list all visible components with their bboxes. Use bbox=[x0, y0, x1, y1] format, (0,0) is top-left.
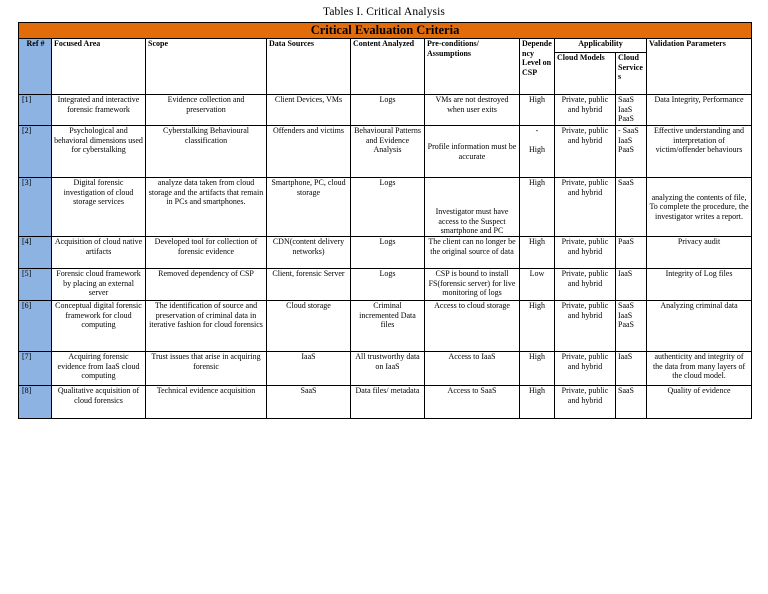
table-row bbox=[19, 178, 752, 237]
validation-cell: Privacy audit bbox=[647, 237, 752, 269]
scope-cell: Trust issues that arise in acquiring forensic bbox=[146, 352, 267, 386]
content-cell: All trustworthy data on IaaS bbox=[351, 352, 425, 386]
table-title-row bbox=[19, 23, 752, 39]
data-sources-cell: CDN(content delivery networks) bbox=[267, 237, 351, 269]
scope-cell: Cyberstalking Behavioural classification bbox=[146, 126, 267, 178]
data-sources-cell: Offenders and victims bbox=[267, 126, 351, 178]
validation-cell: Analyzing criminal data bbox=[647, 301, 752, 352]
cloud-models-cell: Private, public and hybrid bbox=[555, 269, 616, 301]
dependency-value: High bbox=[529, 144, 545, 154]
scope-cell: analyze data taken from cloud storage and the artifacts that remain in PCs and smartphones. bbox=[146, 178, 267, 237]
critical-analysis-table bbox=[18, 22, 752, 419]
validation-cell: Integrity of Log files bbox=[647, 269, 752, 301]
dependency-cell: High bbox=[520, 386, 555, 419]
dependency-cell bbox=[520, 126, 555, 178]
preconditions-cell: CSP is bound to install FS(forensic server) for live monitoring of logs bbox=[425, 269, 520, 301]
header-ref: Ref # bbox=[19, 39, 52, 95]
data-sources-cell: Client Devices, VMs bbox=[267, 95, 351, 126]
ref-cell: [6] bbox=[19, 301, 52, 352]
scope-cell: Evidence collection and preservation bbox=[146, 95, 267, 126]
dependency-cell: High bbox=[520, 178, 555, 237]
content-cell: Logs bbox=[351, 269, 425, 301]
content-cell: Data files/ metadata bbox=[351, 386, 425, 419]
table-row bbox=[19, 237, 752, 269]
cloud-services-cell: PaaS bbox=[616, 237, 647, 269]
preconditions-cell: VMs are not destroyed when user exits bbox=[425, 95, 520, 126]
scope-cell: Removed dependency of CSP bbox=[146, 269, 267, 301]
table-row bbox=[19, 301, 752, 352]
dependency-dash: - bbox=[535, 126, 539, 135]
header-content-analyzed: Content Analyzed bbox=[351, 39, 425, 95]
validation-cell: analyzing the contents of file, To complete the procedure, the investigator writes a report. bbox=[647, 178, 752, 237]
table-row bbox=[19, 95, 752, 126]
table-row bbox=[19, 269, 752, 301]
ref-cell: [8] bbox=[19, 386, 52, 419]
validation-cell: Effective understanding and interpretation of victim/offender behaviours bbox=[647, 126, 752, 178]
header-dependency: Dependency Level on CSP bbox=[520, 39, 555, 95]
focused-area-cell: Acquiring forensic evidence from IaaS cloud computing bbox=[52, 352, 146, 386]
focused-area-cell: Psychological and behavioral dimensions used for cyberstalking bbox=[52, 126, 146, 178]
dependency-cell: High bbox=[520, 352, 555, 386]
content-cell: Behavioural Patterns and Evidence Analysis bbox=[351, 126, 425, 178]
cloud-models-cell: Private, public and hybrid bbox=[555, 126, 616, 178]
header-scope: Scope bbox=[146, 39, 267, 95]
header-applicability: Applicability bbox=[555, 39, 647, 53]
ref-cell: [7] bbox=[19, 352, 52, 386]
cloud-models-cell: Private, public and hybrid bbox=[555, 301, 616, 352]
dependency-cell: High bbox=[520, 301, 555, 352]
focused-area-cell: Conceptual digital forensic framework for cloud computing bbox=[52, 301, 146, 352]
table-row bbox=[19, 126, 752, 178]
ref-cell: [1] bbox=[19, 95, 52, 126]
header-row-1 bbox=[19, 39, 752, 53]
header-validation: Validation Parameters bbox=[647, 39, 752, 95]
table-row bbox=[19, 352, 752, 386]
data-sources-cell: Client, forensic Server bbox=[267, 269, 351, 301]
cloud-services-cell: SaaS IaaS PaaS bbox=[616, 95, 647, 126]
preconditions-cell: Access to IaaS bbox=[425, 352, 520, 386]
header-focused-area: Focused Area bbox=[52, 39, 146, 95]
focused-area-cell: Forensic cloud framework by placing an external server bbox=[52, 269, 146, 301]
ref-cell: [3] bbox=[19, 178, 52, 237]
data-sources-cell: Smartphone, PC, cloud storage bbox=[267, 178, 351, 237]
preconditions-cell: Access to SaaS bbox=[425, 386, 520, 419]
table-title: Critical Evaluation Criteria bbox=[19, 23, 752, 39]
cloud-services-cell: IaaS bbox=[616, 269, 647, 301]
dependency-cell: Low bbox=[520, 269, 555, 301]
content-cell: Criminal incremented Data files bbox=[351, 301, 425, 352]
ref-cell: [5] bbox=[19, 269, 52, 301]
cloud-models-cell: Private, public and hybrid bbox=[555, 352, 616, 386]
cloud-models-cell: Private, public and hybrid bbox=[555, 386, 616, 419]
header-cloud-models: Cloud Models bbox=[555, 53, 616, 95]
cloud-services-cell: SaaS bbox=[616, 386, 647, 419]
content-cell: Logs bbox=[351, 237, 425, 269]
data-sources-cell: IaaS bbox=[267, 352, 351, 386]
header-preconditions: Pre-conditions/ Assumptions bbox=[425, 39, 520, 95]
ref-cell: [2] bbox=[19, 126, 52, 178]
cloud-services-cell: SaaS IaaS PaaS bbox=[616, 301, 647, 352]
header-cloud-services: Cloud Services bbox=[616, 53, 647, 95]
focused-area-cell: Integrated and interactive forensic framework bbox=[52, 95, 146, 126]
focused-area-cell: Digital forensic investigation of cloud storage services bbox=[52, 178, 146, 237]
cloud-services-cell: SaaS bbox=[616, 178, 647, 237]
data-sources-cell: SaaS bbox=[267, 386, 351, 419]
data-sources-cell: Cloud storage bbox=[267, 301, 351, 352]
table-row bbox=[19, 386, 752, 419]
table-caption: Tables I. Critical Analysis bbox=[323, 6, 445, 18]
ref-cell: [4] bbox=[19, 237, 52, 269]
preconditions-cell: Access to cloud storage bbox=[425, 301, 520, 352]
validation-cell: Quality of evidence bbox=[647, 386, 752, 419]
preconditions-cell: Investigator must have access to the Suspect smartphone and PC bbox=[425, 178, 520, 237]
validation-cell: authenticity and integrity of the data from many layers of the cloud model. bbox=[647, 352, 752, 386]
cloud-models-cell: Private, public and hybrid bbox=[555, 237, 616, 269]
validation-cell: Data Integrity, Performance bbox=[647, 95, 752, 126]
cloud-services-cell: IaaS bbox=[616, 352, 647, 386]
scope-cell: The identification of source and preservation of criminal data in iterative fashion for cloud forensics bbox=[146, 301, 267, 352]
focused-area-cell: Qualitative acquisition of cloud forensics bbox=[52, 386, 146, 419]
content-cell: Logs bbox=[351, 95, 425, 126]
scope-cell: Developed tool for collection of forensic evidence bbox=[146, 237, 267, 269]
preconditions-cell: The client can no longer be the original source of data bbox=[425, 237, 520, 269]
dependency-cell: High bbox=[520, 95, 555, 126]
cloud-models-cell: Private, public and hybrid bbox=[555, 95, 616, 126]
content-cell: Logs bbox=[351, 178, 425, 237]
header-data-sources: Data Sources bbox=[267, 39, 351, 95]
focused-area-cell: Acquisition of cloud native artifacts bbox=[52, 237, 146, 269]
dependency-cell: High bbox=[520, 237, 555, 269]
preconditions-cell: Profile information must be accurate bbox=[425, 126, 520, 178]
scope-cell: Technical evidence acquisition bbox=[146, 386, 267, 419]
cloud-models-cell: Private, public and hybrid bbox=[555, 178, 616, 237]
cloud-services-cell: - SaaS IaaS PaaS bbox=[616, 126, 647, 178]
